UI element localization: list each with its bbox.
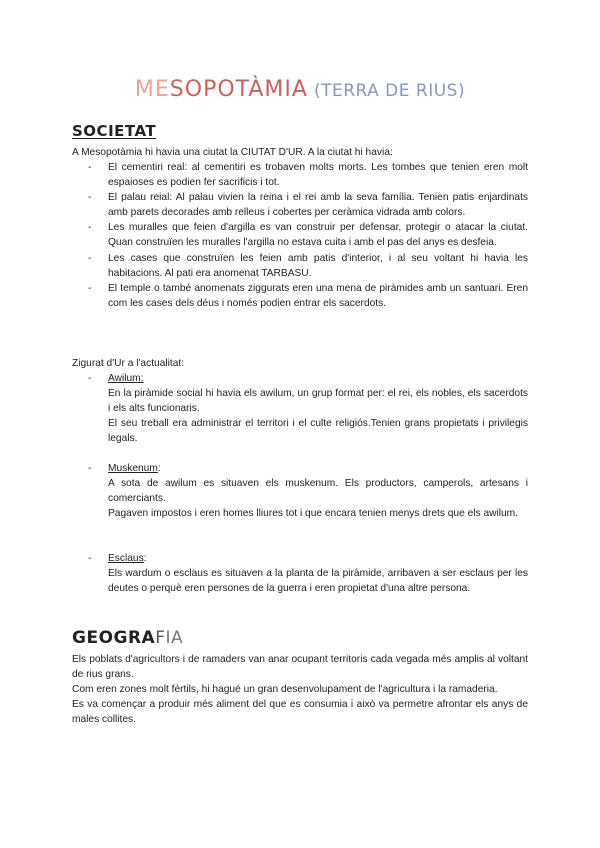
class-text: En la piràmide social hi havia els awilum, un grup format per: el rei, els nobles, els sacerdots i els alts funcionaris. <box>108 388 528 415</box>
title-part-me: ME <box>134 77 170 102</box>
list-item: - Les muralles que feien d'argilla es van construir per defensar, protegir o atacar la ciutat. Quan construïen les muralles l'argilla no estava cuita i amb el pas del anys es desfeia. <box>86 220 528 250</box>
paragraph: Com eren zones molt fèrtils, hi hagué un gran desenvolupament de l'agricultura i la ramaderia. <box>72 684 498 695</box>
list-item: - El temple o també anomenats ziggurats eren una mena de piràmides amb un santuari. Eren com les cases dels déus i només podien entrar els sacerdots. <box>86 281 528 311</box>
list-item: - El palau reial: Al palau vivien la reina i el rei amb la seva família. Tenien patis enjardinats amb parets decorades amb relleus i cobertes per ceràmica vidrada amb colors. <box>86 190 528 220</box>
social-class-esclaus: - Esclaus: Els wardum o esclaus es situaven a la planta de la piràmide, arribaven a ser esclaus per les deutes o perquè eren persones de la guerra i eren propietat d'una altre persona. <box>86 551 528 596</box>
class-name-esclaus: Esclaus <box>108 553 144 564</box>
list-item-text: El temple o també anomenats ziggurats eren una mena de piràmides amb un santuari. Eren com les cases dels déus i només podien entrar els sacerdots. <box>108 282 528 309</box>
class-name-muskenum: Muskenum <box>108 463 158 474</box>
class-text: A sota de awilum es situaven els muskenum. Els productors, camperols, artesans i comerciants. <box>108 478 528 505</box>
paragraph: Es va començar a produir més aliment del que es consumia i això va permetre afrontar els anys de males collites. <box>72 699 528 725</box>
class-suffix: : <box>157 463 161 474</box>
list-item-text: El palau reial: Al palau vivien la reina i el rei amb la seva família. Tenien patis enjardinats amb parets decorades amb relleus i cobertes per ceràmica vidrada amb colors. <box>108 192 528 219</box>
class-name-awilum: Awilum: <box>108 373 144 384</box>
title-part-mesopotamia: SOPOTÀMIA <box>169 77 308 102</box>
list-item-text: Les cases que construïen les feien amb patis d'interior, i al seu voltant hi havia les habitacions. Al pati era anomenat TARBASU. <box>108 252 528 279</box>
heading-geografia-part: F <box>155 628 166 648</box>
class-text: El seu treball era administrar el territori i el culte religiós.Tenien grans propietats i privilegis legals. <box>108 418 528 445</box>
zigurat-intro: Zigurat d'Ur a l'actualitat: <box>72 358 185 369</box>
list-item-text: Les muralles que feien d'argilla es van construir per defensar, protegir o atacar la ciutat. Quan construïen les muralles l'argilla no estava cuita i amb el pas del anys es desfeia. <box>108 222 528 249</box>
heading-geografia-part: IA <box>165 628 184 648</box>
heading-societat: SOCIETAT <box>72 122 157 140</box>
societat-list <box>86 160 528 311</box>
list-item: - El cementiri real: al cementiri es trobaven molts morts. Les tombes que tenien eren molt espaioses es podien fer sacrificis i tot. <box>86 160 528 190</box>
class-text: Els wardum o esclaus es situaven a la planta de la piràmide, arribaven a ser esclaus per les deutes o perquè eren persones de la guerra i eren propietat d'una altre persona. <box>108 568 528 595</box>
class-suffix: : <box>143 553 147 564</box>
paragraph: Els poblats d'agricultors i de ramaders van anar ocupant territoris cada vegada més amplis al voltant de rius grans. <box>72 654 528 680</box>
social-class-muskenum: - Muskenum: A sota de awilum es situaven els muskenum. Els productors, camperols, artesans i comerciants. Pagaven impostos i eren homes lliures tot i que encara tenien menys drets que els awilum. <box>86 461 528 521</box>
geografia-body <box>72 652 528 727</box>
societat-intro: A Mesopotàmia hi havia una ciutat la CIUTAT D'UR. A la ciutat hi havia: <box>72 147 393 158</box>
list-item: - Les cases que construïen les feien amb patis d'interior, i al seu voltant hi havia les habitacions. Al pati era anomenat TARBASU. <box>86 251 528 281</box>
page-title <box>0 76 600 105</box>
heading-geografia-part: GEOGRA <box>72 628 156 648</box>
social-class-awilum: - Awilum: En la piràmide social hi havia els awilum, un grup format per: el rei, els nobles, els sacerdots i els alts funcionaris. El seu treball era administrar el territori i el culte religiós.Tenien grans propietats i privilegis legals. <box>86 371 528 446</box>
list-item-text: El cementiri real: al cementiri es trobaven molts morts. Les tombes que tenien eren molt espaioses es podien fer sacrificis i tot. <box>108 162 528 189</box>
title-subtitle: (TERRA DE RIUS) <box>313 81 466 101</box>
heading-geografia <box>72 628 183 648</box>
class-text: Pagaven impostos i eren homes lliures tot i que encara tenien menys drets que els awilum. <box>108 508 518 520</box>
